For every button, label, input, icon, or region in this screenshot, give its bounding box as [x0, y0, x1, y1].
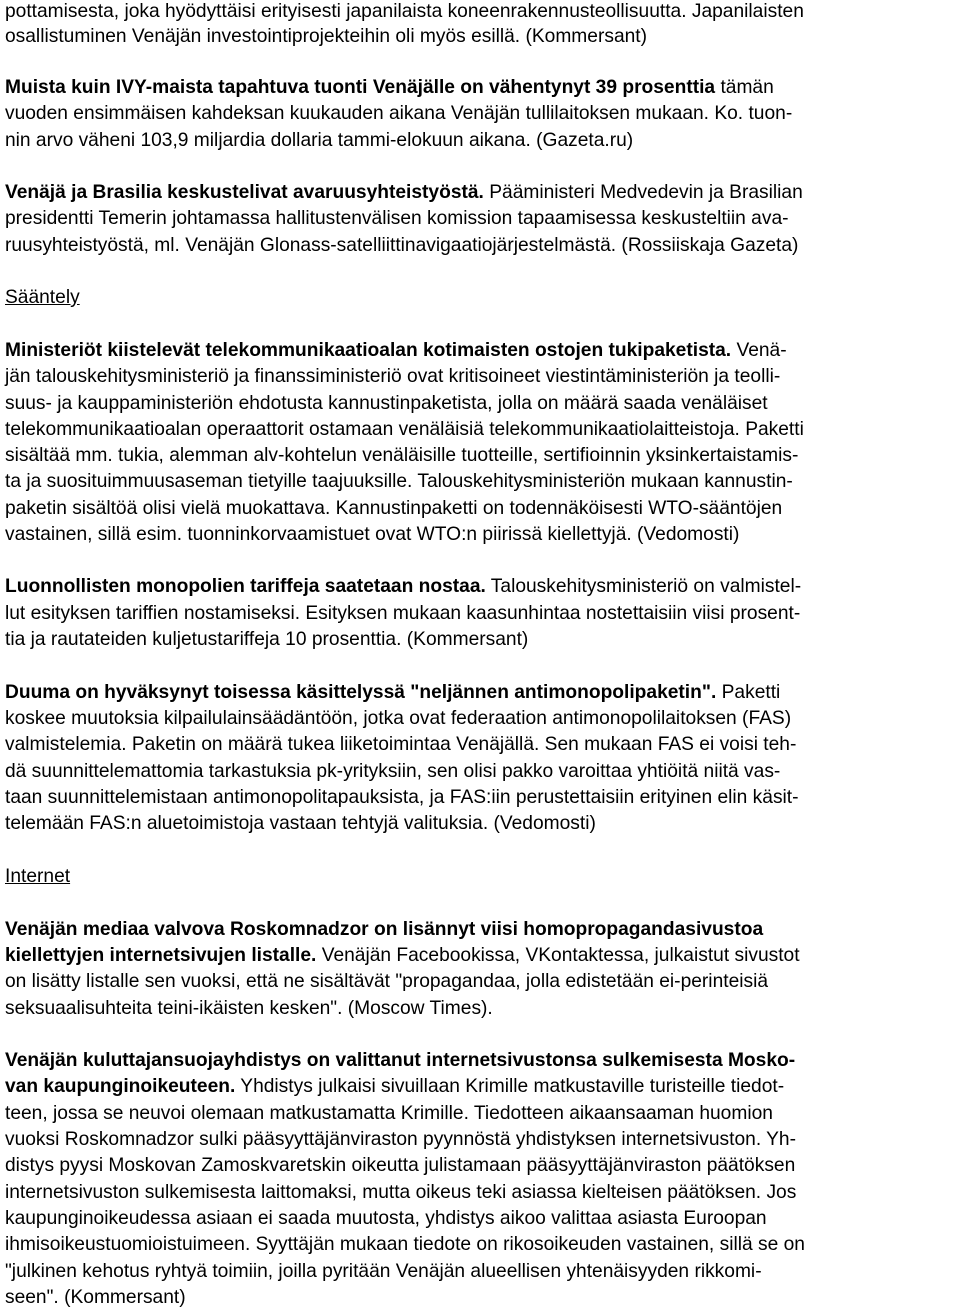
article-text: on lisätty listalle sen vuoksi, että ne sisältävät "propagandaa, jolla edistetään ei-perinteisiä	[5, 971, 769, 992]
article-text: teen, jossa se neuvoi olemaan matkustamatta Krimille. Tiedotteen aikaansaaman huomion	[5, 1103, 773, 1124]
article-line	[5, 1286, 186, 1310]
article-headline: Venäjän mediaa valvova Roskomnadzor on lisännyt viisi homopropagandasivustoa	[5, 919, 764, 940]
article-headline: van kaupunginoikeuteen.	[5, 1076, 236, 1097]
article-headline: kiellettyjen internetsivujen listalle.	[5, 945, 317, 966]
article-text: taan suunnittelemistaan antimonopolitapauksista, ja FAS:iin perustettaisiin erityinen elin käsit-	[5, 787, 799, 808]
article-line	[5, 1128, 796, 1152]
article-line	[5, 523, 739, 547]
intro-line: osallistuminen Venäjän investointiprojekteihin oli myös esillä. (Kommersant)	[5, 26, 648, 47]
article-text: Talouskehitysministeriö on valmistel-	[485, 576, 802, 597]
section-heading-internet: Internet	[5, 866, 71, 887]
article-text: valmistelemia. Paketin on määrä tukea liiketoimintaa Venäjällä. Sen mukaan FAS ei voisi teh-	[5, 734, 797, 755]
article-line	[5, 575, 801, 599]
article-line	[5, 365, 780, 389]
article-line	[5, 1181, 796, 1205]
article-line	[5, 733, 796, 757]
article-text: Yhdistys julkaisi sivuillaan Krimille matkustaville turisteille tiedot-	[235, 1076, 785, 1097]
article-line	[5, 812, 596, 836]
article-text: seen". (Kommersant)	[5, 1287, 186, 1308]
article-line	[5, 234, 798, 258]
article-text: lut esityksen tariffien nostamiseksi. Esityksen mukaan kaasunhintaa nostettaisiin viisi prosent-	[5, 603, 801, 624]
article-text: dä suunnittelemattomia tarkastuksia pk-yrityksiin, sen olisi pakko varoittaa yhtiöitä niitä vas-	[5, 761, 781, 782]
article-headline: Ministeriöt kiistelevät telekommunikaatioalan kotimaisten ostojen tukipaketista.	[5, 340, 732, 361]
article-text: Pääministeri Medvedevin ja Brasilian	[483, 182, 803, 203]
article-headline: Duuma on hyväksynyt toisessa käsittelyssä "neljännen antimonopolipaketin".	[5, 682, 717, 703]
article-line	[5, 470, 793, 494]
article-text: kaupunginoikeudessa asiaan ei saada muutosta, yhdistys aikoo valittaa asiasta Euroopan	[5, 1208, 767, 1229]
article-text: telemään FAS:n aluetoimistoja vastaan tehtyjä valituksia. (Vedomosti)	[5, 813, 596, 834]
article-text: ruusyhteistyöstä, ml. Venäjän Glonass-satelliittinavigaatiojärjestelmästä. (Rossiiskaja Gazeta)	[5, 235, 799, 256]
article-text: jän talouskehitysministeriö ja finanssiministeriö ovat kritisoineet viestintäministeriön ja teolli-	[5, 366, 781, 387]
article-line	[5, 207, 789, 231]
article-text: ihmisoikeustuomioistuimeen. Syyttäjän mukaan tiedote on rikosoikeuden vastainen, sillä se on	[5, 1234, 805, 1255]
article-text: vuoden ensimmäisen kahdeksan kuukauden aikana Venäjän tullilaitoksen mukaan. Ko. tuon-	[5, 103, 793, 124]
section-heading-saantely: Sääntely	[5, 287, 80, 308]
article-line	[5, 786, 799, 810]
article-text: ta ja suosituimmuusaseman tietyille taajuuksille. Talouskehitysministeriön mukaan kannustin-	[5, 471, 793, 492]
article-text: vuoksi Roskomnadzor sulki pääsyyttäjänviraston pyynnöstä yhdistyksen internetsivuston. Yh-	[5, 1129, 796, 1150]
article-text: tia ja rautateiden kuljetustariffeja 10 prosenttia. (Kommersant)	[5, 629, 529, 650]
article-line	[5, 497, 782, 521]
article-line	[5, 918, 763, 942]
article-line	[5, 970, 768, 994]
article-line	[5, 628, 528, 652]
intro-line: pottamisesta, joka hyödyttäisi erityisesti japanilaista koneenrakennusteollisuutta. Japanilaisten	[5, 1, 804, 22]
article-line	[5, 1049, 795, 1073]
article-line	[5, 392, 768, 416]
article-text: "julkinen kehotus ryhtyä toimiin, joilla pyritään Venäjän alueellisen yhtenäisyyden rikkomi-	[5, 1261, 762, 1282]
article-text: presidentti Temerin johtamassa hallitustenvälisen komission tapaamisessa keskusteltiin ava-	[5, 208, 789, 229]
article-line	[5, 1102, 773, 1126]
article-text: Venäjän Facebookissa, VKontaktessa, julkaistut sivustot	[316, 945, 800, 966]
article-line	[5, 997, 493, 1021]
article-text: seksuaalisuhteita teini-ikäisten kesken". (Moscow Times).	[5, 998, 493, 1019]
article-line	[5, 444, 798, 468]
article-line	[5, 102, 792, 126]
article-text: Venä-	[731, 340, 787, 361]
article-text: internetsivuston sulkemisesta laittomaksi, mutta oikeus teki asiassa kielteisen päätöksen. Jos	[5, 1182, 797, 1203]
article-line	[5, 418, 804, 442]
article-headline: Luonnollisten monopolien tariffeja saatetaan nostaa.	[5, 576, 486, 597]
article-line	[5, 1233, 805, 1257]
article-line	[5, 181, 803, 205]
article-line	[5, 602, 800, 626]
article-line	[5, 339, 787, 363]
article-line	[5, 1260, 762, 1284]
article-text: distys pyysi Moskovan Zamoskvaretskin oikeutta julistamaan pääsyyttäjänviraston päätöksen	[5, 1155, 796, 1176]
article-text: koskee muutoksia kilpailulainsäädäntöön, jotka ovat federaation antimonopolilaitoksen (FAS)	[5, 708, 792, 729]
article-line	[5, 129, 633, 153]
article-headline: Venäjä ja Brasilia keskustelivat avaruusyhteistyöstä.	[5, 182, 484, 203]
article-text: suus- ja kauppaministeriön ehdotusta kannustinpaketista, jolla on määrä saada venäläiset	[5, 393, 768, 414]
article-headline: Venäjän kuluttajansuojayhdistys on valittanut internetsivustonsa sulkemisesta Mosko-	[5, 1050, 796, 1071]
article-line	[5, 1207, 767, 1231]
article-text: paketin sisältöä olisi vielä muokattava. Kannustinpaketti on todennäköisesti WTO-sääntöjen	[5, 498, 783, 519]
article-line	[5, 76, 774, 100]
article-headline: Muista kuin IVY-maista tapahtuva tuonti Venäjälle on vähentynyt 39 prosenttia	[5, 77, 716, 98]
article-text: sisältää mm. tukia, alemman alv-kohtelun venäläisille tuotteille, sertifioinnin yksinkertaistamis-	[5, 445, 799, 466]
article-line	[5, 707, 791, 731]
article-line	[5, 760, 780, 784]
article-text: vastainen, sillä esim. tuonninkorvaamistuet ovat WTO:n piirissä kiellettyjä. (Vedomosti)	[5, 524, 740, 545]
article-text: tämän	[715, 77, 774, 98]
article-line	[5, 1075, 784, 1099]
article-text: telekommunikaatioalan operaattorit ostamaan venäläisiä telekommunikaatiolaitteistoja. Paketti	[5, 419, 804, 440]
article-text: nin arvo väheni 103,9 miljardia dollaria tammi-elokuun aikana. (Gazeta.ru)	[5, 130, 634, 151]
article-text: Paketti	[716, 682, 781, 703]
article-line	[5, 1154, 795, 1178]
article-line	[5, 944, 800, 968]
article-line	[5, 681, 780, 705]
